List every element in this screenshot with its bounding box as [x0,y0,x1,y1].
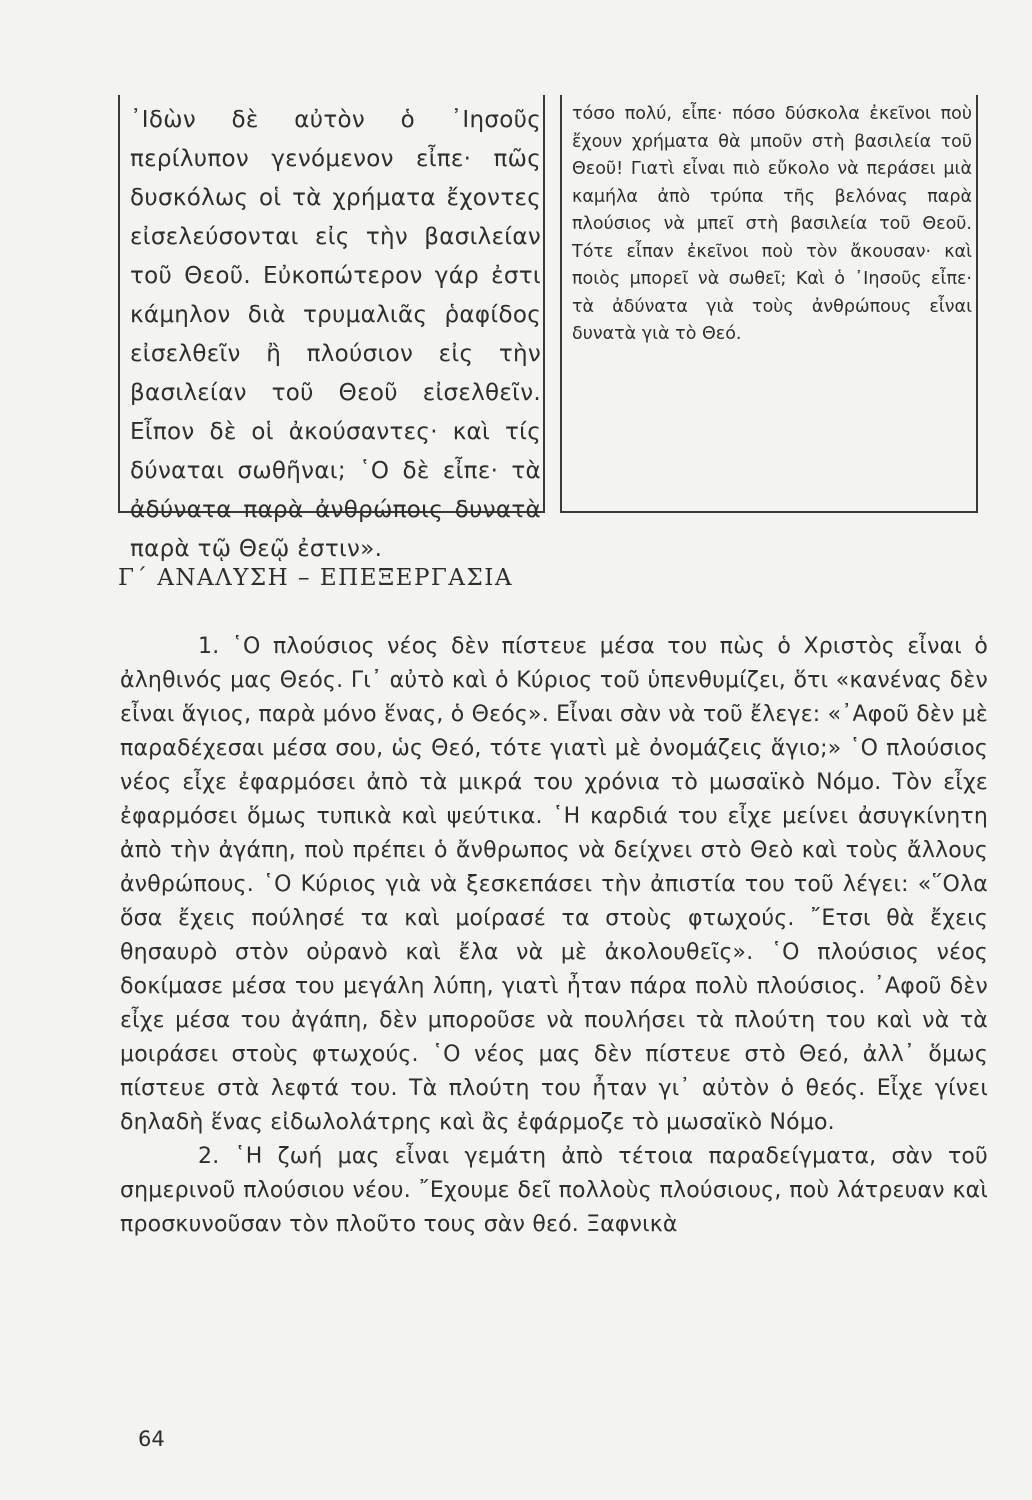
original-text-column [118,95,545,562]
translation-text-column [560,95,978,513]
paragraph-1: 1. ῾Ο πλούσιος νέος δὲν πίστευε μέσα του πὼς ὁ Χριστὸς εἶναι ὁ ἀληθινός μας Θεός. Γι᾿ αὐτὸ καὶ ὁ Κύριος τοῦ ὑπενθυμίζει, ὅτι «κανένας δὲν εἶναι ἅγιος, παρὰ μόνο ἕνας, ὁ Θεός». Εἶναι σὰν νὰ τοῦ ἔλεγε: «᾿Αφοῦ δὲν μὲ παραδέχεσαι μέσα σου, ὡς Θεό, τότε γιατὶ μὲ ὀνομάζεις ἅγιο;» ῾Ο πλούσιος νέος εἶχε ἐφαρμόσει ἀπὸ τὰ μικρά του χρόνια τὸ μωσαϊκὸ Νόμο. Τὸν εἶχε ἐφαρμόσει ὅμως τυπικὰ καὶ ψεύτικα. ῾Η καρδιά του εἶχε μείνει ἀσυγκίνητη ἀπὸ τὴν ἀγάπη, ποὺ πρέπει ὁ ἄνθρωπος νὰ δείχνει στὸ Θεὸ καὶ τοὺς ἄλλους ἀνθρώπους. ῾Ο Κύριος γιὰ νὰ ξεσκεπάσει τὴν ἀπιστία του τοῦ λέγει: «῞Ολα ὅσα ἔχεις πούλησέ τα καὶ μοίρασέ τα στοὺς φτωχούς. ῎Ετσι θὰ ἔχεις θησαυρὸ στὸν οὐρανὸ καὶ ἔλα νὰ μὲ ἀκολουθεῖς». ῾Ο πλούσιος νέος δοκίμασε μέσα του μεγάλη λύπη, γιατὶ ἦταν πάρα πολὺ πλούσιος. ᾿Αφοῦ δὲν εἶχε μέσα του ἀγάπη, δὲν μποροῦσε νὰ πουλήσει τὰ πλούτη του καὶ νὰ τὰ μοιράσει στοὺς φτωχούς. ῾Ο νέος μας δὲν πίστευε στὸ Θεό, ἀλλ᾿ ὅμως πίστευε στὰ λεφτά του. Τὰ πλούτη του ἦταν γι᾿ αὐτὸν ὁ θεός. Εἶχε γίνει δηλαδὴ ἕνας εἰδωλολάτρης καὶ ἂς ἐφάρμοζε τὸ μωσαϊκὸ Νόμο. [120,634,988,1135]
body-text [120,630,988,1242]
section-heading: Γ΄ ΑΝΑΛΥΣΗ – ΕΠΕΞΕΡΓΑΣΙΑ [118,565,513,591]
original-greek-passage: ᾿Ιδὼν δὲ αὐτὸν ὁ ᾿Ιησοῦς περίλυπον γενόμενον εἶπε· πῶς δυσκόλως οἱ τὰ χρήματα ἔχοντες εἰσελεύσονται εἰς τὴν βασιλείαν τοῦ Θεοῦ. Εὐκοπώτερον γάρ ἐστι κάμηλον διὰ τρυμαλιᾶς ῥαφίδος εἰσελθεῖν ἢ πλούσιον εἰς τὴν βασιλείαν τοῦ Θεοῦ εἰσελθεῖν. Εἶπον δὲ οἱ ἀκούσαντες· καὶ τίς δύναται σωθῆναι; ῾Ο δὲ εἶπε· τὰ ἀδύνατα παρὰ ἀνθρώποις δυνατὰ παρὰ τῷ Θεῷ ἐστιν». [130,107,541,562]
paragraph-2: 2. ῾Η ζωή μας εἶναι γεμάτη ἀπὸ τέτοια παραδείγματα, σὰν τοῦ σημερινοῦ πλούσιου νέου. ῎Εχουμε δεῖ πολλοὺς πλούσιους, ποὺ λάτρευαν καὶ προσκυνοῦσαν τὸν πλοῦτο τους σὰν θεό. Ξαφνικὰ [120,1144,988,1237]
page-number: 64 [138,1427,165,1451]
modern-greek-translation: τόσο πολύ, εἶπε· πόσο δύσκολα ἐκεῖνοι ποὺ ἔχουν χρήματα θὰ μποῦν στὴ βασιλεία τοῦ Θεοῦ! Γιατὶ εἶναι πιὸ εὔκολο νὰ περάσει μιὰ καμήλα ἀπὸ τρύπα τῆς βελόνας παρὰ πλούσιος νὰ μπεῖ στὴ βασιλεία τοῦ Θεοῦ. Τότε εἶπαν ἐκεῖνοι ποὺ τὸν ἄκουσαν· καὶ ποιὸς μπορεῖ νὰ σωθεῖ; Καὶ ὁ ᾿Ιησοῦς εἶπε· τὰ ἀδύνατα γιὰ τοὺς ἀνθρώπους εἶναι δυνατὰ γιὰ τὸ Θεό. [572,104,972,344]
